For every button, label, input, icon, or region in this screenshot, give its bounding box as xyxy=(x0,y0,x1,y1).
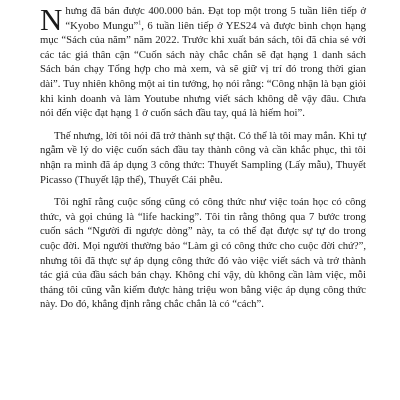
paragraph-2: Thế nhưng, lời tôi nói đã trở thành sự thật. Có thể là tôi may mắn. Khi tự ngẫm về lý do việc cuốn sách đầu tay thành công và cần khắc phục, thì tôi nhận ra mình đã áp dụng 3 công thức: Thuyết Sampling (Lấy mẫu), Thuyết Picasso (Thuyết lập thể), Thuyết Cái phễu. xyxy=(40,129,366,186)
footnote-mark: 1 xyxy=(138,20,142,27)
drop-cap: N xyxy=(40,2,63,37)
paragraph-3: Tôi nghĩ rằng cuộc sống cũng có công thức như việc toán học có công thức, và gọi chúng là “life hacking”. Tôi tin rằng thông qua 7 bước trong cuốn sách “Người đi ngược dòng” này, ta có thể đạt được sự tự do trong cuộc đời. Mọi người thường bảo “Làm gì có công thức cho cuộc đời chứ?”, nhưng tôi đã thực sự áp dụng công thức đó vào việc viết sách và trở thành tác giả của đầu sách bán chạy. Không chỉ vậy, dù không cần làm việc, mỗi tháng tôi cũng vẫn kiếm được hàng triệu won bằng việc áp dụng công thức này. Do đó, khẳng định rằng chắc chắn là có “cách”. xyxy=(40,196,366,311)
paragraph-1-text-b: , 6 tuần liên tiếp ở YES24 và được bình chọn hạng mục “Sách của năm” năm 2022. Trước khi xuất bản sách, tôi đã chia sẻ với các tác giả thân cận “Cuốn sách này chắc chắn sẽ đạt hạng 1 danh sách Sách bán chạy Tổng hợp cho mà xem, và sẽ giữ vị trí đó trong thời gian dài”. Tuy nhiên không một ai tin tưởng, họ nói rằng: “Công nhận là bạn giỏi khi kinh doanh và làm Youtube nhưng viết sách không dễ vậy đâu. Chưa nói đến việc đạt hạng 1 ở cuốn sách đầu tay, quá là hiếm hoi”. xyxy=(40,19,366,120)
paragraph-1 xyxy=(40,4,366,121)
paragraph-1-text-a: hưng đã bán được 400.000 bản. Đạt top một trong 5 tuần liên tiếp ở “Kyobo Mungu” xyxy=(65,5,366,32)
